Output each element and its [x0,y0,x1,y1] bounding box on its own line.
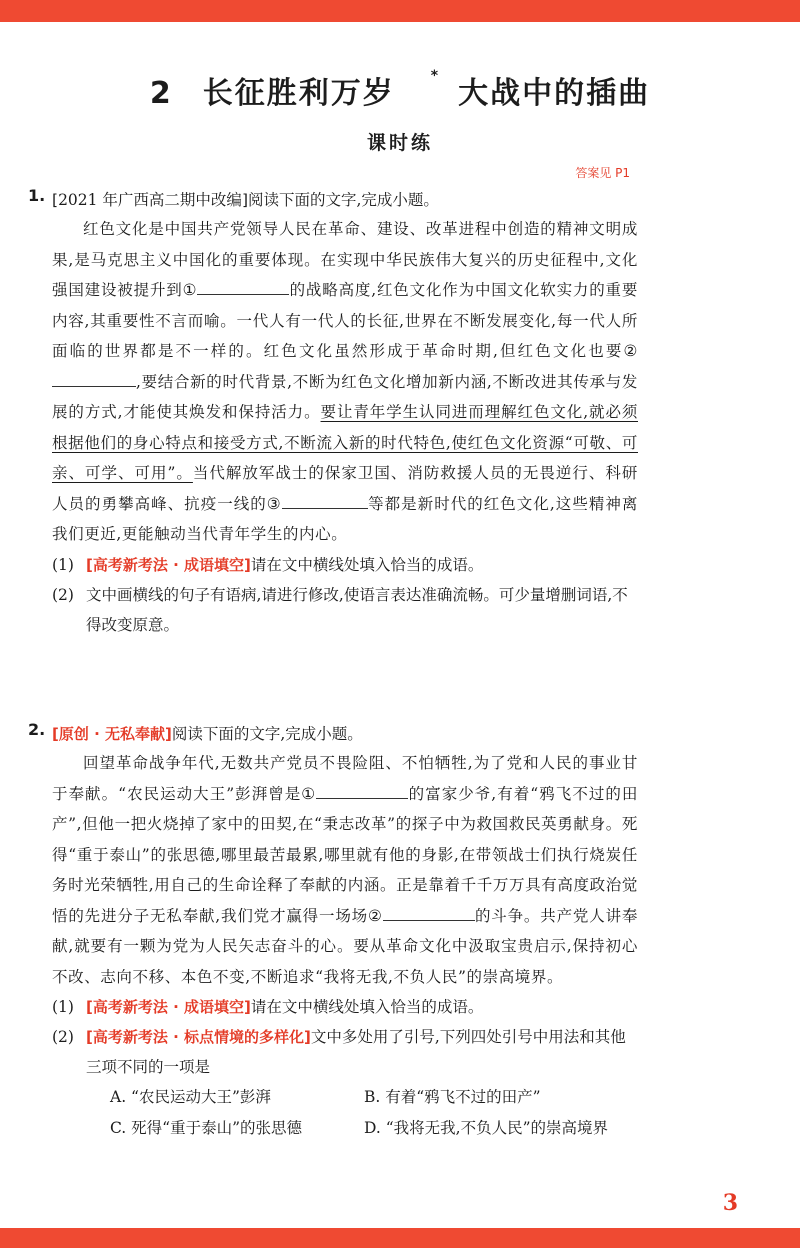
question-instruction: 阅读下面的文字,完成小题。 [171,725,363,743]
answer-blank[interactable] [282,492,368,509]
question-tag: 高考新考法 · 成语填空 [92,555,245,574]
answer-reference: 答案见 P1 [575,166,630,180]
passage-text: 的斗争。共产党人讲奉献,就要有一颗为党为人民矢志奋斗的心。要从革命文化中汲取宝贵启示,保持初心不改、志向不移、本色不变,不断追求“我将无我,不负人民”的崇高境界。 [52,906,638,986]
sub-question-1: (1) [高考新考法 · 成语填空]请在文中横线处填入恰当的成语。 [52,550,638,580]
lesson-title [0,68,800,112]
sub-question-text: 请在文中横线处填入恰当的成语。 [250,555,484,574]
sub-question-1: (1) [高考新考法 · 成语填空]请在文中横线处填入恰当的成语。 [52,992,638,1022]
passage-text: 当代解放军战士的保家卫国、消防救援人员的无畏逆行、科研人员的勇攀高峰、抗疫一线的 [52,464,639,513]
blank-marker: ① [301,784,317,803]
blank-marker: ① [182,281,198,299]
answer-blank[interactable] [197,279,289,296]
question-number: 1. [28,186,46,205]
top-color-band [0,0,800,22]
underlined-sentence: 要让青年学生认同进而理解红色文化,就必须根据他们的身心特点和接受方式,不断流入新的时代特色,使红色文化资源“可敬、可亲、可学、可用”。 [52,403,638,482]
passage-text: 的战略高度,红色文化作为中国文化软实力的重要内容,其重要性不言而喻。一代人有一代人的长征,世界在不断发展变化,每一代人所面临的世界都是不一样的。红色文化虽然形成于革命时期,但红色文化也要 [52,281,638,360]
passage-text: 等都是新时代的红色文化,这些精神离我们更近,更能触动当代青年学生的内心。 [52,494,638,543]
answer-blank[interactable] [52,370,136,387]
question-header: [2021 年广西高二期中改编]阅读下面的文字,完成小题。 [52,191,439,209]
lesson-number: 2 [149,76,173,111]
lesson-title-main: 长征胜利万岁 [202,76,395,111]
sub-question-label: (1) [52,998,74,1016]
blank-marker: ② [623,342,638,360]
question-tag: 原创 · 无私奉献 [58,725,166,743]
question-tag: 高考新考法 · 标点情境的多样化 [92,1028,305,1046]
sub-question-text: 请在文中横线处填入恰当的成语。 [250,998,484,1016]
sub-question-label: (2) [52,585,74,604]
option-d[interactable]: D. “我将无我,不负人民”的崇高境界 [364,1119,609,1137]
sub-question-text: 文中画横线的句子有语病,请进行修改,使语言表达准确流畅。可少量增删词语,不得改变原意。 [86,585,628,634]
sub-question-label: (2) [52,1028,74,1046]
question-header: [原创 · 无私奉献]阅读下面的文字,完成小题。 [52,725,363,743]
answer-blank[interactable] [383,904,475,921]
question-1 [28,186,638,640]
reading-passage [52,214,638,550]
sub-question-label: (1) [52,555,74,574]
sub-question-text: 文中多处用了引号,下列四处引号中用法和其他三项不同的一项是 [86,1028,626,1076]
bottom-color-band [0,1228,800,1248]
question-instruction: 阅读下面的文字,完成小题。 [248,191,439,209]
answer-options [110,1082,638,1144]
question-number: 2. [28,720,46,739]
reading-passage [52,748,638,992]
sub-question-2 [52,580,638,640]
option-b[interactable]: B. 有着“鸦飞不过的田产” [364,1088,541,1106]
question-tag: 高考新考法 · 成语填空 [92,998,245,1016]
section-heading: 课时练 [366,132,433,154]
page-number: 3 [722,1190,738,1216]
passage-text: ,要结合新的时代背景,不断为红色文化增加新内涵,不断改进其传承与发展的方式,才能使其焕发和保持活力。 [52,372,638,421]
answer-blank[interactable] [316,782,408,799]
question-source: 2021 年广西高二期中改编 [58,191,242,209]
option-c[interactable]: C. 死得“重于泰山”的张思德 [110,1119,303,1137]
blank-marker: ③ [266,494,282,513]
passage-text: 红色文化是中国共产党领导人民在革命、建设、改革进程中创造的精神文明成果,是马克思主义中国化的重要体现。在实现中华民族伟大复兴的历史征程中,文化强国建设被提升到 [52,220,638,299]
passage-text: 的富家少爷,有着“鸦飞不过的田产”,但他一把火烧掉了家中的田契,在“秉志改革”的探子中为救国救民英勇献身。死得“重于泰山”的张思德,哪里最苦最累,哪里就有他的身影,在带领战士们执行烧炭任务时光荣牺牲,用自己的生命诠释了奉献的内涵。正是靠着千千万万具有高度政治觉悟的先进分子无私奉献,我们党才赢得一场场 [52,784,639,925]
lesson-title-secondary: 大战中的插曲 [458,76,651,111]
question-2 [28,720,638,1144]
sub-question-2: (2) [高考新考法 · 标点情境的多样化]文中多处用了引号,下列四处引号中用法和其他三项不同的一项是 [52,1022,638,1082]
passage-text: 回望革命战争年代,无数共产党员不畏险阻、不怕牺牲,为了党和人民的事业甘于奉献。“农民运动大王”彭湃曾是 [52,754,638,803]
option-a[interactable]: A. “农民运动大王”彭湃 [110,1088,271,1106]
optional-star-mark: * [430,68,441,84]
blank-marker: ② [367,906,383,925]
